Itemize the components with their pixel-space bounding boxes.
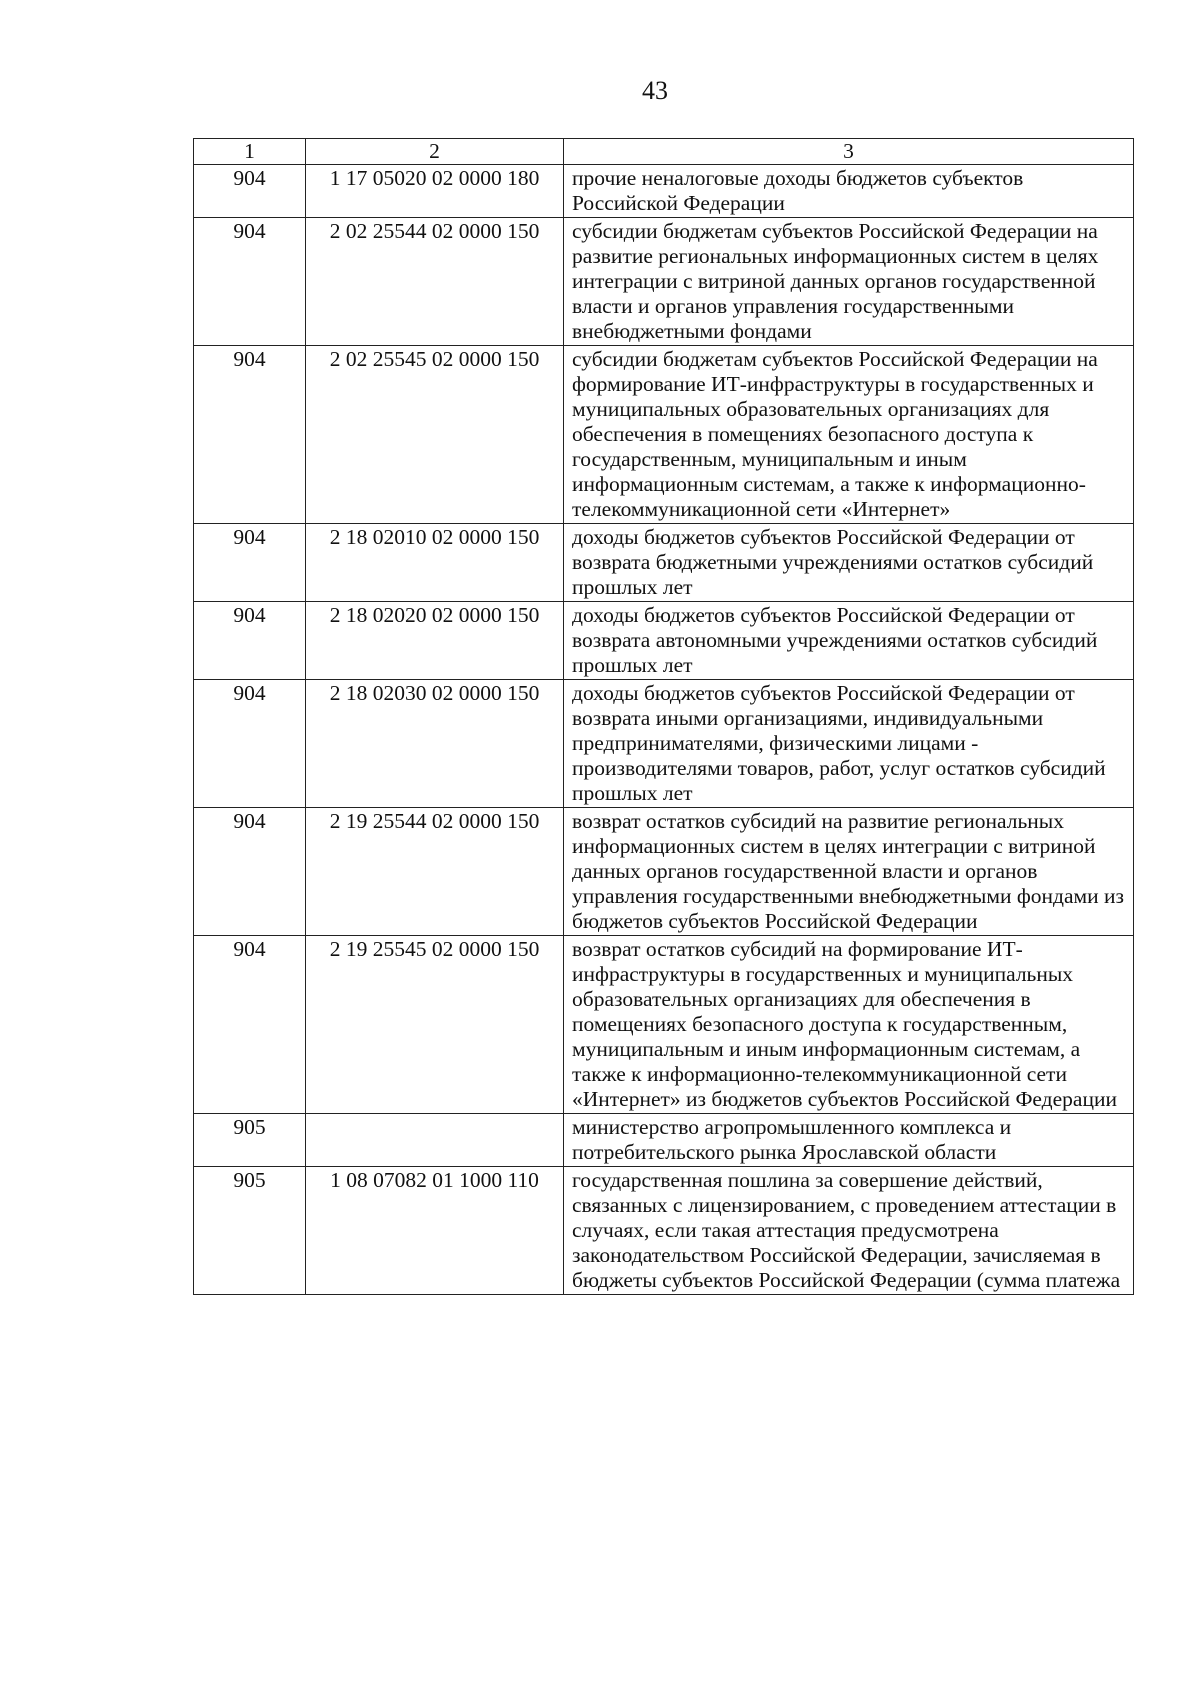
admin-code-cell: 904 [194,346,306,524]
revenue-description-cell: министерство агропромышленного комплекса и потребительского рынка Ярославской области [564,1114,1134,1167]
table-row [194,936,1134,1114]
revenue-code-cell: 2 02 25545 02 0000 150 [306,346,564,524]
table-row [194,1167,1134,1295]
revenue-description-cell: доходы бюджетов субъектов Российской Федерации от возврата бюджетными учреждениями остатков субсидий прошлых лет [564,524,1134,602]
column-header-2: 2 [306,139,564,165]
revenue-code-cell: 2 19 25544 02 0000 150 [306,808,564,936]
revenue-description-cell: возврат остатков субсидий на развитие региональных информационных систем в целях интеграции с витриной данных органов государственной власти и органов управления государственными внебюджетными фондами из бюджетов субъектов Российской Федерации [564,808,1134,936]
revenue-code-cell: 1 08 07082 01 1000 110 [306,1167,564,1295]
admin-code-cell: 904 [194,936,306,1114]
table-row [194,346,1134,524]
admin-code-cell: 904 [194,218,306,346]
admin-code-cell: 905 [194,1167,306,1295]
column-header-3: 3 [564,139,1134,165]
table-row [194,524,1134,602]
revenue-code-cell: 1 17 05020 02 0000 180 [306,165,564,218]
admin-code-cell: 904 [194,602,306,680]
table-row [194,1114,1134,1167]
revenue-description-cell: прочие неналоговые доходы бюджетов субъектов Российской Федерации [564,165,1134,218]
revenue-description-cell: доходы бюджетов субъектов Российской Федерации от возврата автономными учреждениями остатков субсидий прошлых лет [564,602,1134,680]
admin-code-cell: 904 [194,680,306,808]
revenue-description-cell: субсидии бюджетам субъектов Российской Федерации на развитие региональных информационных систем в целях интеграции с витриной данных органов государственной власти и органов управления государственными внебюджетными фондами [564,218,1134,346]
admin-code-cell: 904 [194,165,306,218]
admin-code-cell: 904 [194,524,306,602]
revenue-code-cell: 2 18 02020 02 0000 150 [306,602,564,680]
table-row [194,165,1134,218]
table-row [194,808,1134,936]
revenue-description-cell: доходы бюджетов субъектов Российской Федерации от возврата иными организациями, индивидуальными предпринимателями, физическими лицами - производителями товаров, работ, услуг остатков субсидий прошлых лет [564,680,1134,808]
table-row [194,218,1134,346]
admin-code-cell: 905 [194,1114,306,1167]
revenue-code-cell: 2 18 02030 02 0000 150 [306,680,564,808]
revenue-code-cell: 2 02 25544 02 0000 150 [306,218,564,346]
table-row [194,602,1134,680]
page-number: 43 [642,76,668,105]
column-header-1: 1 [194,139,306,165]
table-header-row [194,139,1134,165]
admin-code-cell: 904 [194,808,306,936]
revenue-description-cell: субсидии бюджетам субъектов Российской Федерации на формирование ИТ-инфраструктуры в государственных и муниципальных образовательных организациях для обеспечения в помещениях безопасного доступа к государственным, муниципальным и иным информационным системам, а также к информационно-телекоммуникационной сети «Интернет» [564,346,1134,524]
revenue-description-cell: возврат остатков субсидий на формирование ИТ-инфраструктуры в государственных и муниципальных образовательных организациях для обеспечения в помещениях безопасного доступа к государственным, муниципальным и иным информационным системам, а также к информационно-телекоммуникационной сети «Интернет» из бюджетов субъектов Российской Федерации [564,936,1134,1114]
revenue-code-cell: 2 18 02010 02 0000 150 [306,524,564,602]
table-row [194,680,1134,808]
revenue-codes-table [193,138,1134,1295]
revenue-description-cell: государственная пошлина за совершение действий, связанных с лицензированием, с проведением аттестации в случаях, если такая аттестация предусмотрена законодательством Российской Федерации, зачисляемая в бюджеты субъектов Российской Федерации (сумма платежа [564,1167,1134,1295]
revenue-code-cell [306,1114,564,1167]
revenue-code-cell: 2 19 25545 02 0000 150 [306,936,564,1114]
